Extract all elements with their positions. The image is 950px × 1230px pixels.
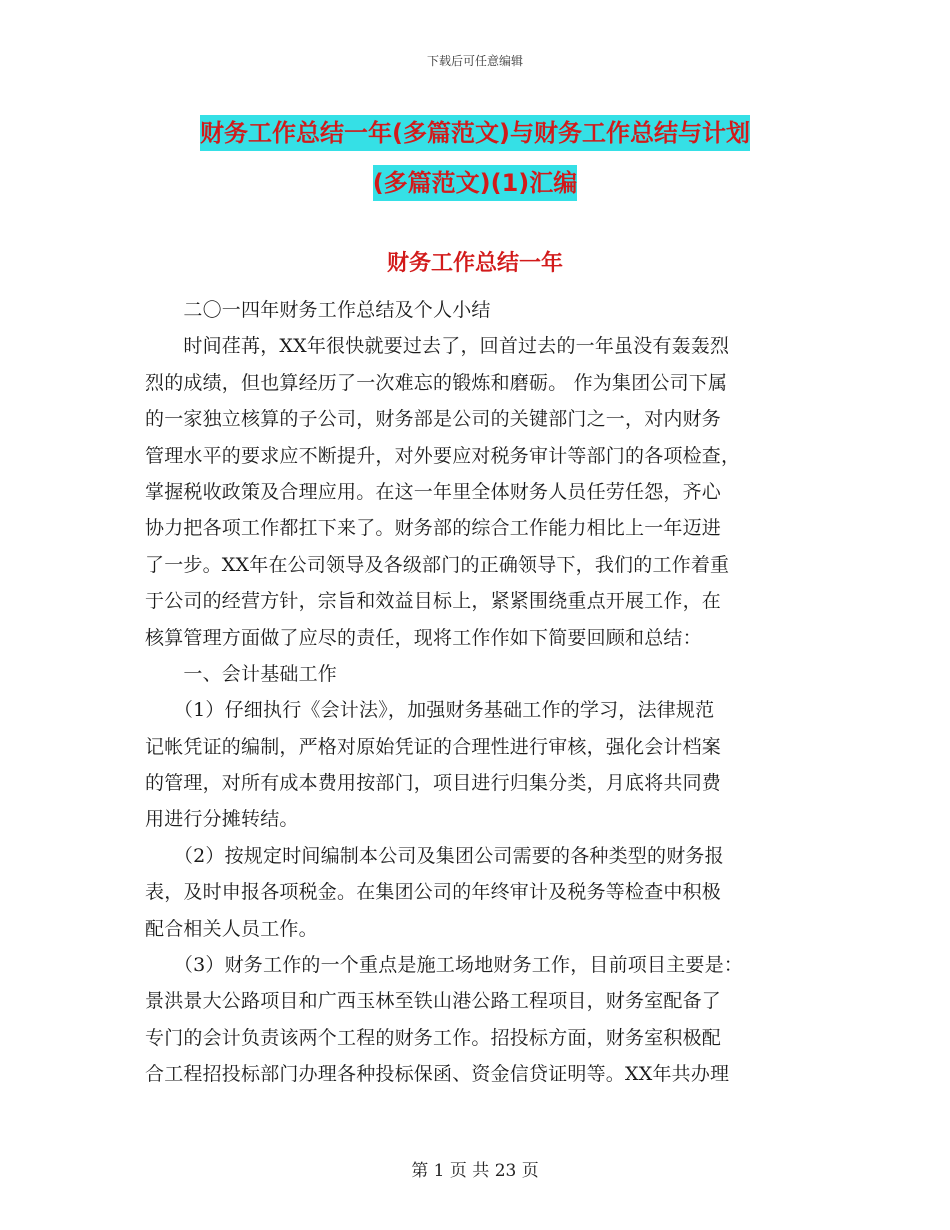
body-line: 表，及时申报各项税金。在集团公司的年终审计及税务等检查中积极 [145,881,722,904]
title-highlight-1: 财务工作总结一年(多篇范文)与财务工作总结与计划 [200,115,750,151]
body-line: 管理水平的要求应不断提升，对外要应对税务审计等部门的各项检查， [145,444,741,467]
body-line: 用进行分摊转结。 [145,808,299,831]
section-title: 财务工作总结一年 [386,251,563,276]
body-line: （2）按规定时间编制本公司及集团公司需要的各种类型的财务报 [145,844,724,867]
page-footer: 第 1 页 共 23 页 [411,1161,539,1181]
body-line: 掌握税收政策及合理应用。在这一年里全体财务人员任劳任怨，齐心 [145,480,722,503]
body-line: 二〇一四年财务工作总结及个人小结 [145,299,491,321]
body-line: 时间荏苒，XX年很快就要过去了，回首过去的一年虽没有轰轰烈 [145,335,730,358]
body-line: 烈的成绩，但也算经历了一次难忘的锻炼和磨砺。 作为集团公司下属 [145,371,728,394]
body-line: 记帐凭证的编制，严格对原始凭证的合理性进行审核，强化会计档案 [145,735,722,758]
document-title-line-2 [150,158,800,208]
document-title-line-1 [150,108,800,158]
body-line: 一、会计基础工作 [145,662,338,685]
page-header-note: 下载后可任意编辑 [426,54,523,68]
body-line: （1）仔细执行《会计法》，加强财务基础工作的学习，法律规范 [145,699,715,722]
body-line: 的管理，对所有成本费用按部门，项目进行归集分类，月底将共同费 [145,772,722,795]
body-line: 了一步。XX年在公司领导及各级部门的正确领导下，我们的工作着重 [145,553,730,576]
body-line: 专门的会计负责该两个工程的财务工作。招投标方面，财务室积极配 [145,1026,722,1049]
body-line: 核算管理方面做了应尽的责任，现将工作作如下简要回顾和总结： [145,626,702,649]
body-line: 配合相关人员工作。 [145,917,318,940]
body-line: 景洪景大公路项目和广西玉林至铁山港公路工程项目，财务室配备了 [145,990,722,1013]
body-line: 于公司的经营方针，宗旨和效益目标上，紧紧围绕重点开展工作，在 [145,590,722,613]
title-highlight-2: (多篇范文)(1)汇编 [373,165,578,201]
body-line: 协力把各项工作都扛下来了。财务部的综合工作能力相比上一年迈进 [145,517,722,540]
body-line: 合工程招投标部门办理各种投标保函、资金信贷证明等。XX年共办理 [145,1063,730,1086]
document-title [150,108,800,208]
body-line: （3）财务工作的一个重点是施工场地财务工作，目前项目主要是： [145,954,743,977]
body-text [145,292,820,1093]
body-line: 的一家独立核算的子公司，财务部是公司的关键部门之一，对内财务 [145,408,722,431]
